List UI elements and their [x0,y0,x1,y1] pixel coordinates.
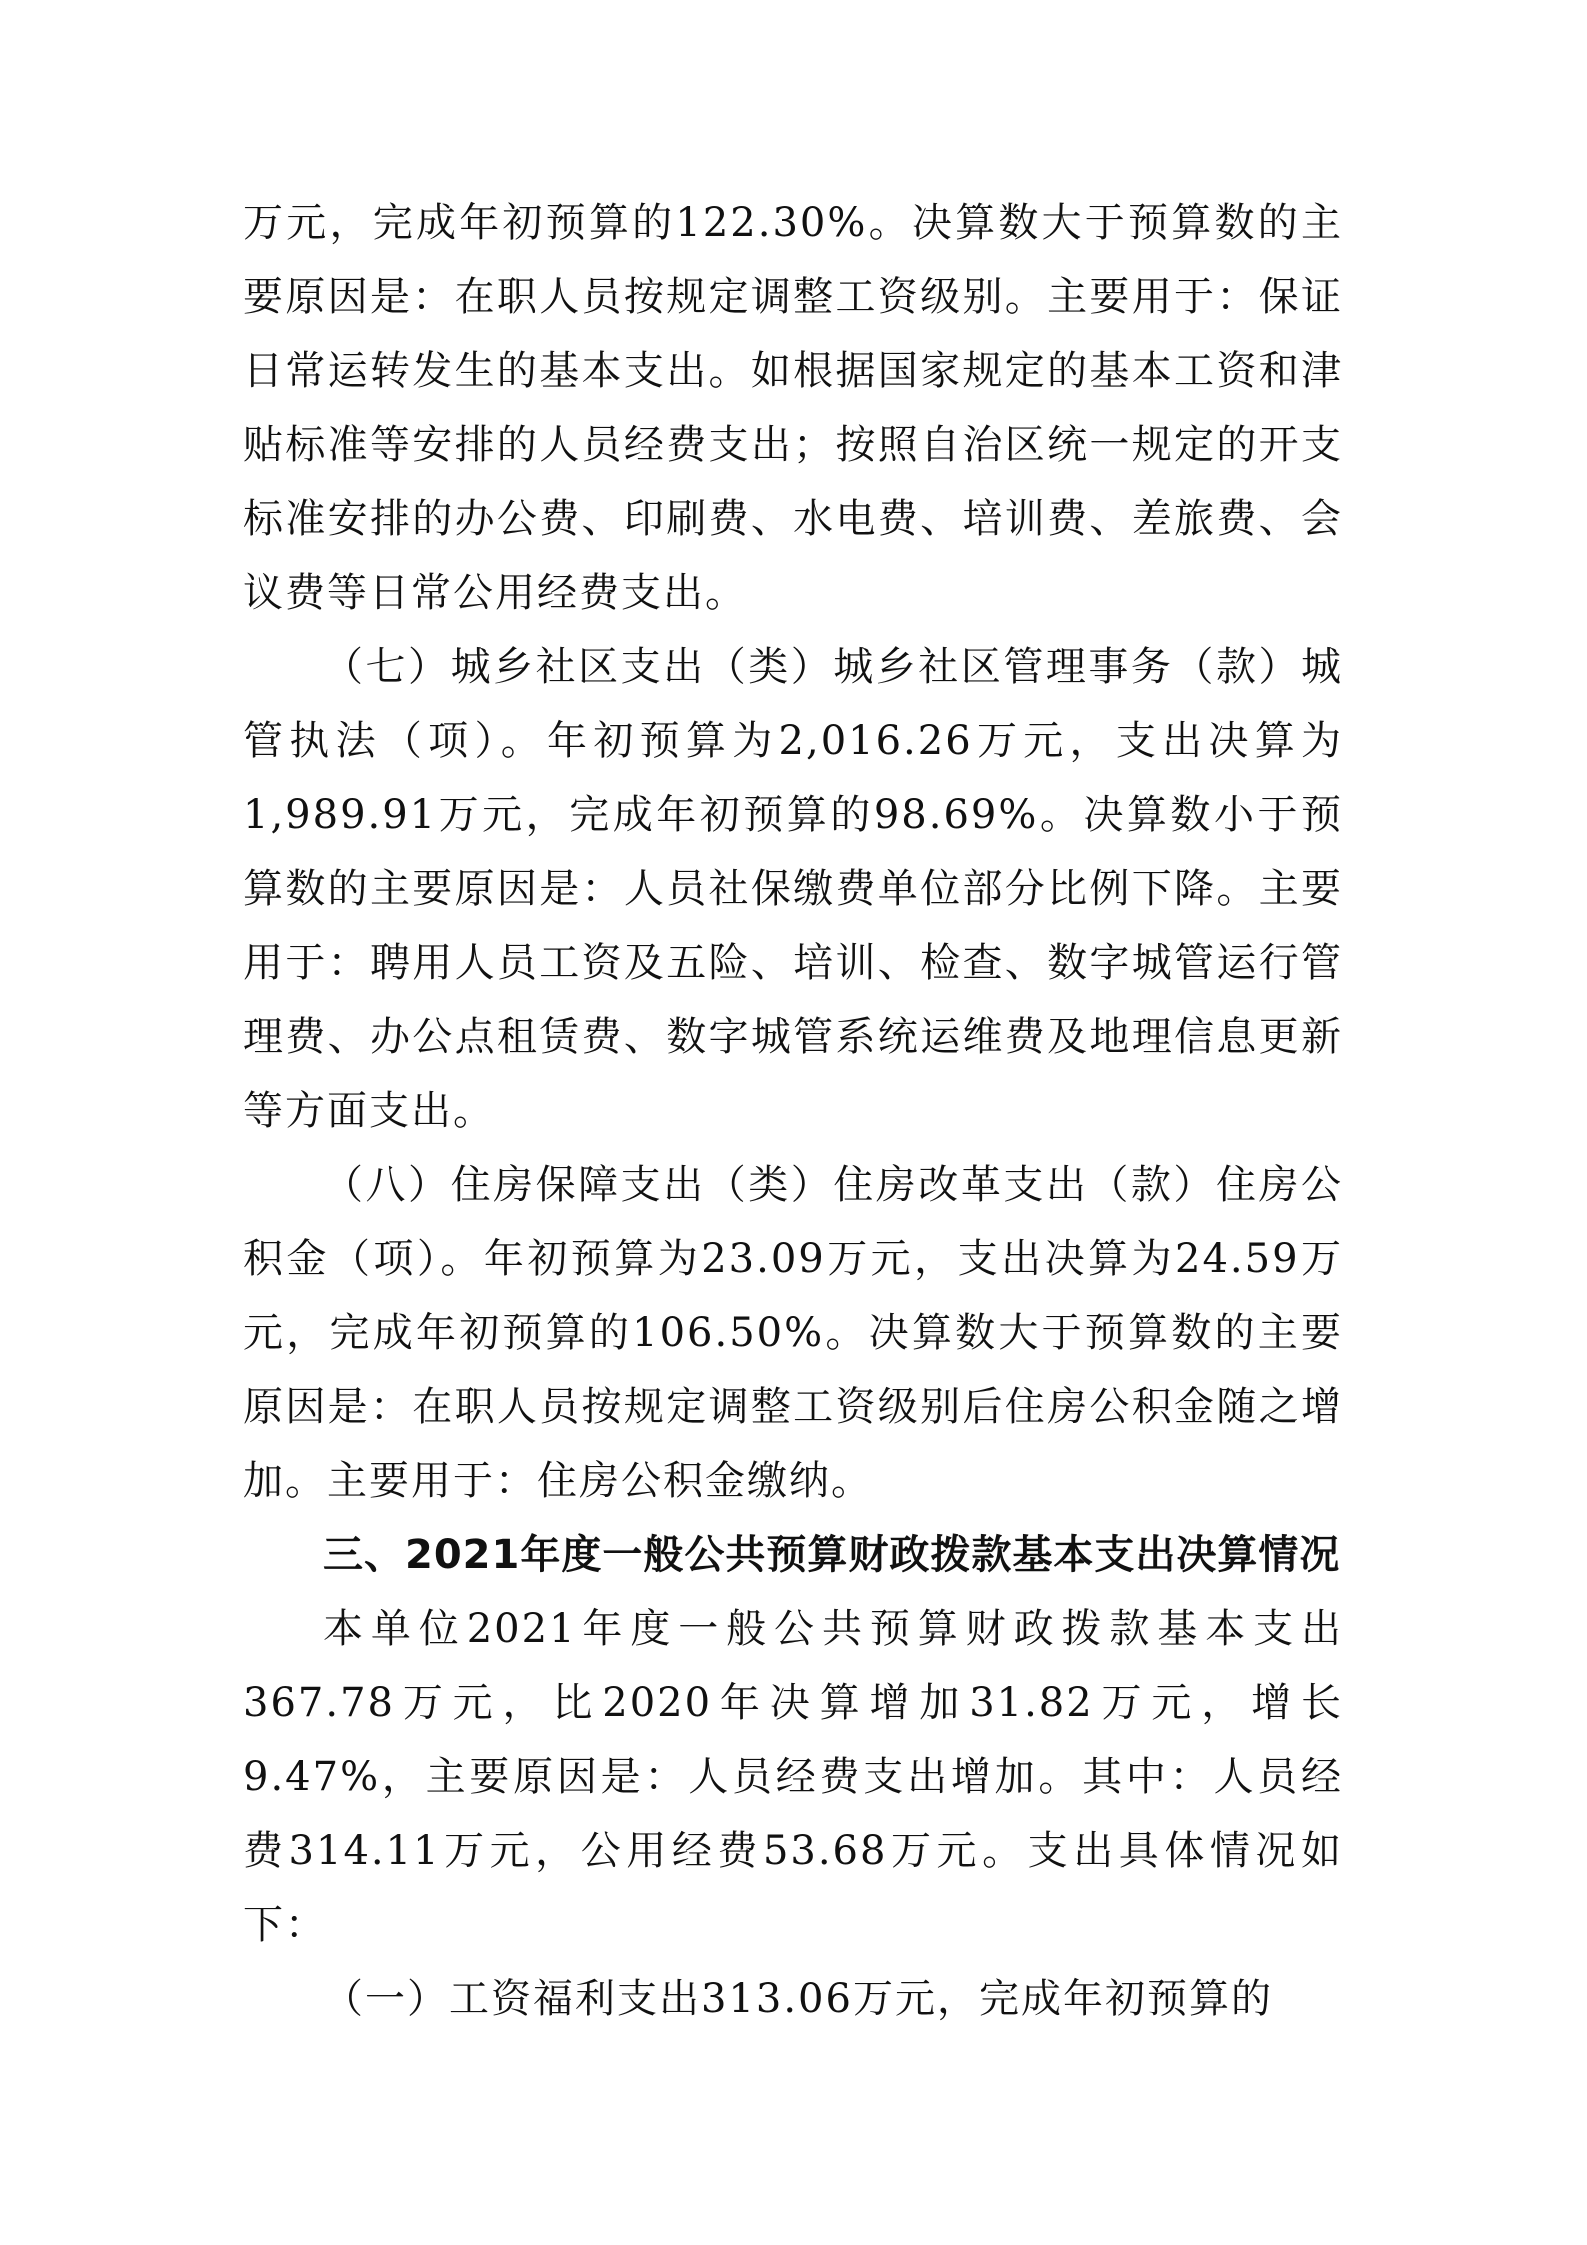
paragraph-basic-expenditure-summary: 本单位2021年度一般公共预算财政拨款基本支出367.78万元，比2020年决算增加31.82万元，增长9.47%，主要原因是：人员经费支出增加。其中：人员经费314.11万元，公用经费53.68万元。支出具体情况如下： [243,1606,1343,1948]
section-heading-basic-expenditure: 三、2021年度一般公共预算财政拨款基本支出决算情况 [323,1532,1341,1578]
paragraph-urban-community-expenditure: （七）城乡社区支出（类）城乡社区管理事务（款）城管执法（项）。年初预算为2,016.26万元，支出决算为1,989.91万元，完成年初预算的98.69%。决算数小于预算数的主要原因是：人员社保缴费单位部分比例下降。主要用于：聘用人员工资及五险、培训、检查、数字城管运行管理费、办公点租赁费、数字城管系统运维费及地理信息更新等方面支出。 [243,644,1343,1134]
paragraph-housing-security-expenditure: （八）住房保障支出（类）住房改革支出（款）住房公积金（项）。年初预算为23.09万元，支出决算为24.59万元，完成年初预算的106.50%。决算数大于预算数的主要原因是：在职人员按规定调整工资级别后住房公积金随之增加。主要用于：住房公积金缴纳。 [243,1162,1343,1504]
paragraph-continuation: 万元，完成年初预算的122.30%。决算数大于预算数的主要原因是：在职人员按规定调整工资级别。主要用于：保证日常运转发生的基本支出。如根据国家规定的基本工资和津贴标准等安排的人员经费支出；按照自治区统一规定的开支标准安排的办公费、印刷费、水电费、培训费、差旅费、会议费等日常公用经费支出。 [243,200,1343,616]
body-text [243,186,1343,2036]
paragraph-salary-welfare-expenditure: （一）工资福利支出313.06万元，完成年初预算的 [323,1976,1273,2022]
